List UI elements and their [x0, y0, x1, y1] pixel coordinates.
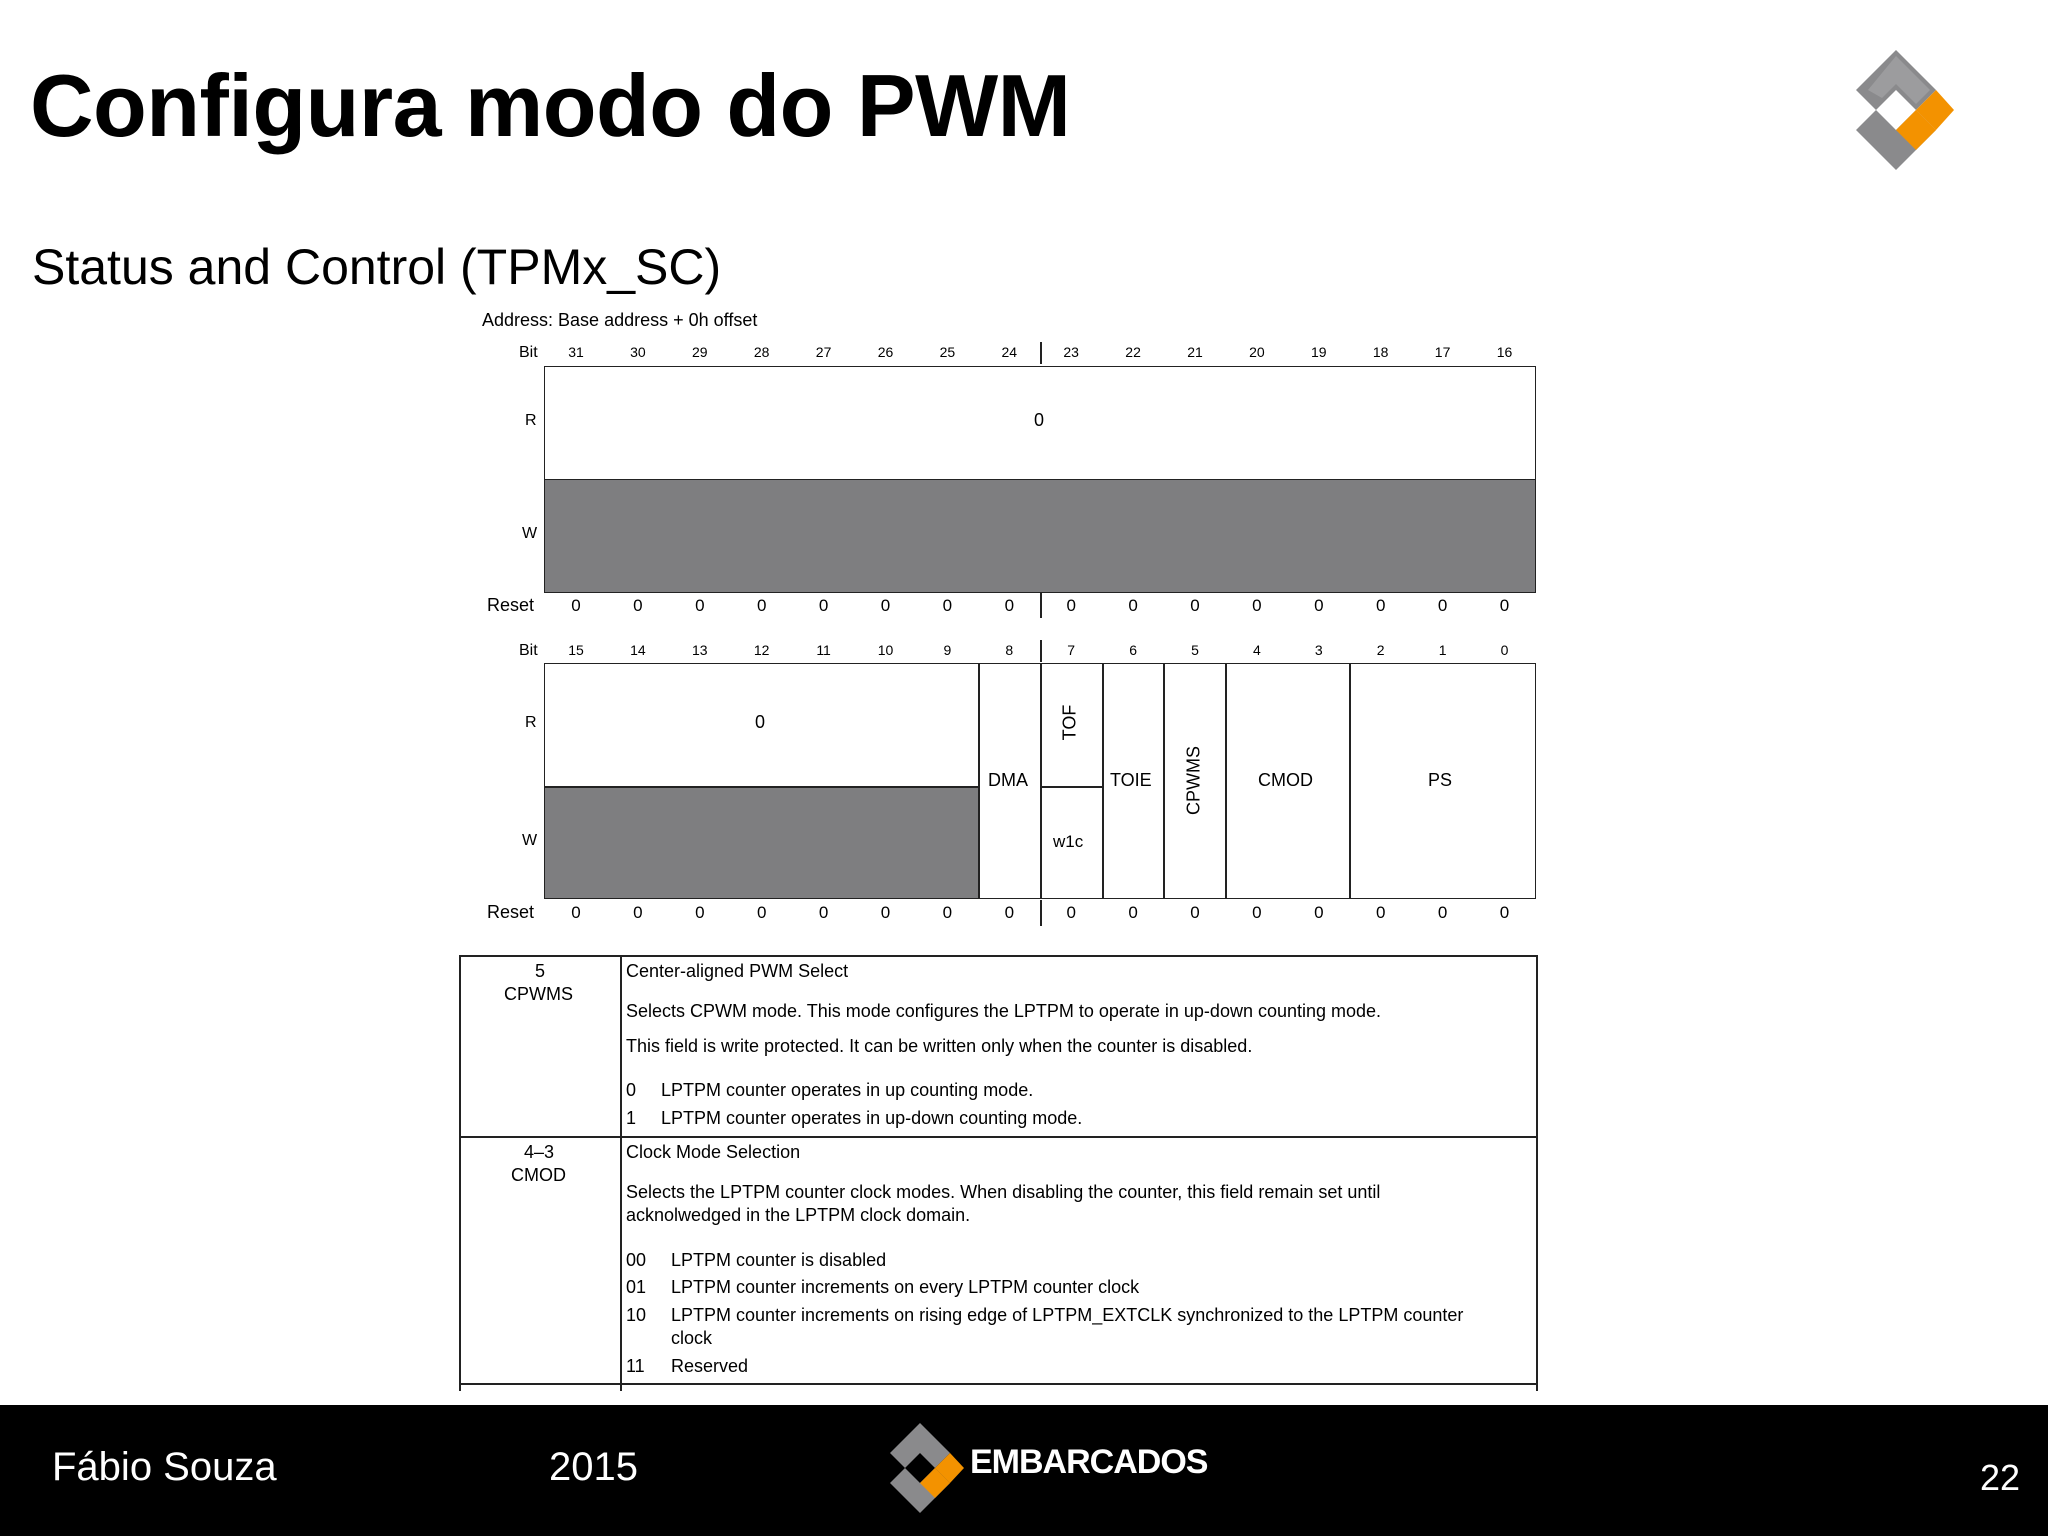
- embarcados-logo-icon: [1838, 48, 1954, 174]
- reset-value: 0: [1252, 596, 1262, 615]
- bit-number: 14: [630, 642, 646, 658]
- row-cmod-paragraph: acknolwedged in the LPTPM clock domain.: [626, 1205, 971, 1225]
- lower-read-value: 0: [755, 712, 766, 732]
- field-description-table: [459, 955, 1537, 1391]
- reset-value: 0: [1066, 596, 1076, 615]
- reset-value: 0: [1004, 596, 1015, 615]
- reset-value: 0: [1375, 903, 1386, 922]
- bit-number: 20: [1249, 344, 1265, 360]
- row-cpwms-field: CPWMS: [504, 984, 573, 1004]
- bit-number: 11: [816, 642, 831, 658]
- row-cmod-heading: Clock Mode Selection: [626, 1142, 801, 1162]
- field-toie: TOIE: [1110, 770, 1152, 790]
- row-cmod-bits: 4–3: [524, 1142, 555, 1162]
- bit-number: 28: [753, 344, 770, 360]
- row-cpwms-heading: Center-aligned PWM Select: [626, 961, 849, 981]
- reset-value: 0: [1437, 596, 1448, 615]
- reset-value: 0: [1128, 903, 1138, 922]
- reset-label-lower: Reset: [487, 902, 535, 922]
- bit-label-lower: Bit: [519, 642, 538, 659]
- row-cmod-option-text: LPTPM counter is disabled: [671, 1250, 887, 1270]
- field-cpwms: CPWMS: [1183, 746, 1204, 815]
- reset-value: 0: [1499, 903, 1510, 922]
- row-cpwms-bits: 5: [535, 961, 546, 981]
- footer-brand-logo: [880, 1419, 1208, 1515]
- bit-number: 29: [692, 344, 708, 360]
- bit-number: 17: [1434, 344, 1451, 360]
- row-cpwms-option-code: 0: [626, 1080, 637, 1100]
- row-cmod-option-code: 10: [626, 1305, 647, 1325]
- slide-title: Configura modo do PWM: [30, 56, 1071, 155]
- register-address: Address: Base address + 0h offset: [482, 310, 758, 330]
- reset-value: 0: [633, 596, 643, 615]
- footer-year: 2015: [549, 1445, 638, 1489]
- row-cpwms-option-code: 1: [626, 1108, 637, 1128]
- reset-value: 0: [1190, 903, 1200, 922]
- bit-number: 6: [1129, 642, 1137, 658]
- bit-number: 0: [1500, 642, 1509, 658]
- row-cmod-field: CMOD: [511, 1165, 566, 1185]
- row-cmod-option-code: 01: [626, 1277, 647, 1297]
- upper-write-cell: [544, 479, 1536, 593]
- bit-number: 12: [753, 642, 770, 658]
- reset-value: 0: [1066, 903, 1076, 922]
- row-cpwms-option-text: LPTPM counter operates in up counting mode.: [661, 1080, 1034, 1100]
- embarcados-mark-icon: [880, 1419, 966, 1515]
- reset-value: 0: [1314, 596, 1324, 615]
- reset-value: 0: [1252, 903, 1262, 922]
- row-cmod-option-text: clock: [671, 1328, 713, 1348]
- reset-value: 0: [880, 903, 891, 922]
- reset-value: 0: [633, 903, 643, 922]
- bit-number: 23: [1063, 344, 1079, 360]
- row-cmod-option-code: 11: [626, 1356, 645, 1376]
- reset-value: 0: [756, 903, 767, 922]
- reset-value: 0: [1375, 596, 1386, 615]
- bit-number: 16: [1496, 344, 1513, 360]
- bit-number: 4: [1252, 642, 1261, 658]
- bit-number: 27: [815, 344, 832, 360]
- row-cmod-option-text: LPTPM counter increments on every LPTPM counter clock: [671, 1277, 1140, 1297]
- bit-number: 10: [877, 642, 894, 658]
- upper-read-value: 0: [1034, 410, 1045, 430]
- row-cpwms-paragraph: This field is write protected. It can be written only when the counter is disabled.: [626, 1036, 1253, 1056]
- reset-value: 0: [818, 903, 829, 922]
- reset-value: 0: [571, 903, 581, 922]
- reset-value: 0: [1314, 903, 1324, 922]
- bit-number: 22: [1125, 344, 1141, 360]
- bit-number: 25: [939, 344, 956, 360]
- r-label-lower: R: [525, 714, 537, 731]
- field-cmod: CMOD: [1258, 770, 1313, 790]
- row-cmod-paragraph: Selects the LPTPM counter clock modes. When disabling the counter, this field remain set until: [626, 1182, 1381, 1202]
- row-cpwms-paragraph: Selects CPWM mode. This mode configures the LPTPM to operate in up-down counting mode.: [626, 1001, 1382, 1021]
- row-cmod-option-text: Reserved: [671, 1356, 749, 1376]
- reset-value: 0: [695, 903, 705, 922]
- page-number: 22: [1980, 1457, 2021, 1498]
- bit-number: 15: [568, 642, 584, 658]
- field-w1c: w1c: [1053, 832, 1084, 851]
- bit-number: 2: [1376, 642, 1385, 658]
- reset-value: 0: [1128, 596, 1138, 615]
- bit-number: 26: [877, 344, 894, 360]
- reset-value: 0: [756, 596, 767, 615]
- lower-write-cell: [544, 786, 979, 899]
- reset-value: 0: [880, 596, 891, 615]
- r-label-upper: R: [525, 412, 537, 429]
- bit-number: 31: [568, 344, 584, 360]
- slide-footer: [0, 1405, 2048, 1536]
- footer-brand-name: EMBARCADOS: [970, 1443, 1208, 1481]
- bit-number: 7: [1067, 642, 1076, 658]
- reset-value: 0: [1437, 903, 1448, 922]
- bit-number: 1: [1438, 642, 1447, 658]
- bit-label-upper: Bit: [519, 344, 538, 361]
- field-ps: PS: [1428, 770, 1453, 790]
- row-cmod-option-code: 00: [626, 1250, 647, 1270]
- row-cmod-option-text: LPTPM counter increments on rising edge of LPTPM_EXTCLK synchronized to the LPTPM counter: [671, 1305, 1464, 1325]
- bit-number: 5: [1191, 642, 1199, 658]
- w-label-lower: W: [522, 832, 538, 849]
- row-cpwms-option-text: LPTPM counter operates in up-down counting mode.: [661, 1108, 1083, 1128]
- bit-number: 13: [692, 642, 708, 658]
- reset-value: 0: [1499, 596, 1510, 615]
- field-tof: TOF: [1059, 704, 1080, 741]
- bit-number: 19: [1311, 344, 1327, 360]
- w-label-upper: W: [522, 525, 538, 542]
- bit-number: 3: [1314, 642, 1323, 658]
- reset-value: 0: [1190, 596, 1200, 615]
- bit-number: 8: [1005, 642, 1014, 658]
- reset-value: 0: [1004, 903, 1015, 922]
- reset-value: 0: [571, 596, 581, 615]
- reset-value: 0: [942, 596, 953, 615]
- reset-value: 0: [942, 903, 953, 922]
- bit-number: 30: [630, 344, 646, 360]
- bit-number: 18: [1372, 344, 1389, 360]
- bit-number: 21: [1187, 344, 1203, 360]
- reset-label-upper: Reset: [487, 595, 535, 615]
- reset-value: 0: [818, 596, 829, 615]
- slide-subtitle: Status and Control (TPMx_SC): [32, 239, 722, 295]
- reset-value: 0: [695, 596, 705, 615]
- bit-number: 9: [943, 642, 952, 658]
- field-dma: DMA: [988, 770, 1028, 790]
- bit-number: 24: [1001, 344, 1018, 360]
- register-diagram: [460, 300, 1560, 950]
- footer-author: Fábio Souza: [52, 1445, 277, 1489]
